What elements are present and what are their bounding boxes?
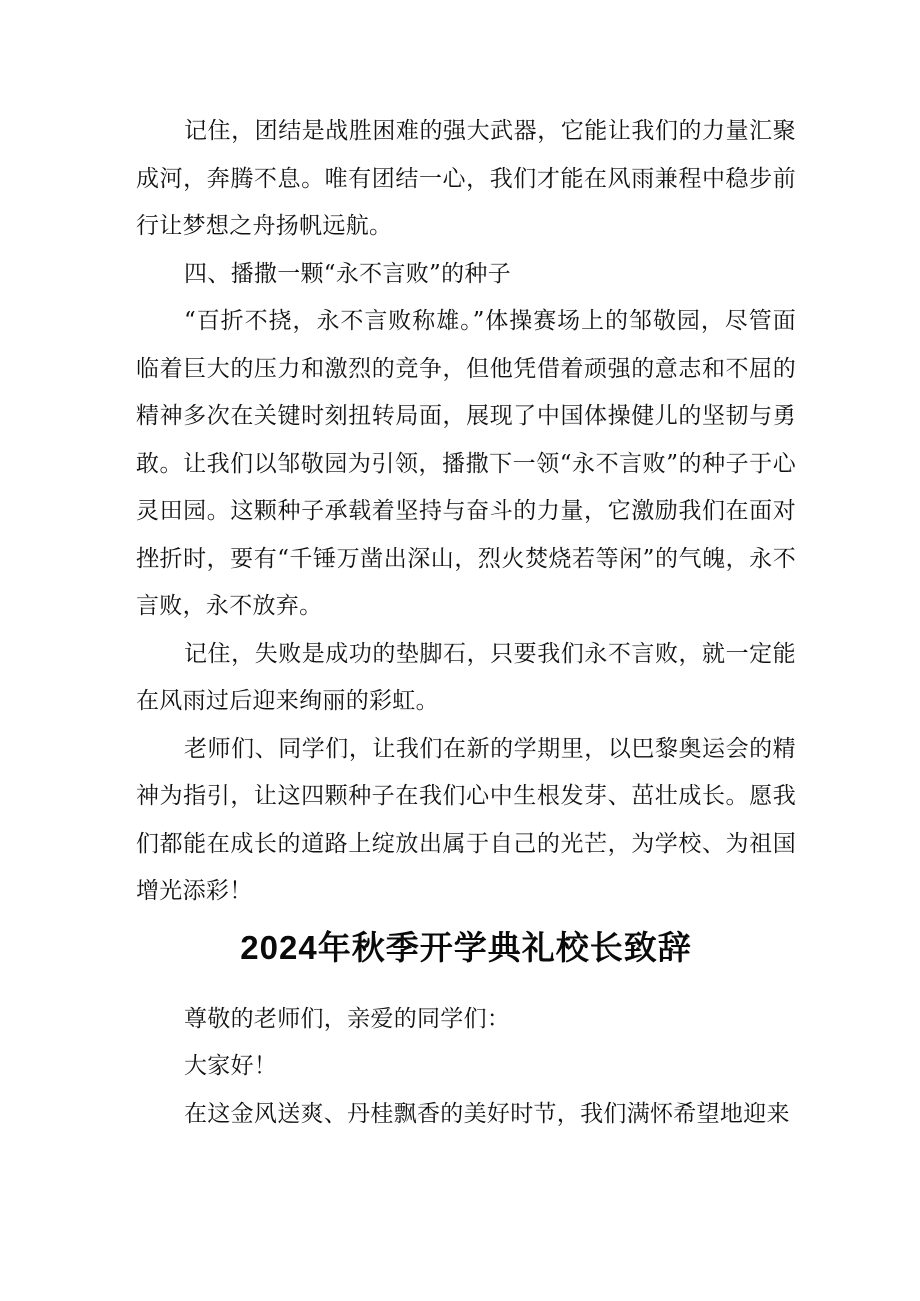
paragraph-opening: 在这金风送爽、丹桂飘香的美好时节，我们满怀希望地迎来 <box>184 1100 790 1127</box>
paragraph-failure-summary: 记住，失败是成功的垫脚石，只要我们永不言败，就一定能在风雨过后迎来绚丽的彩虹。 <box>136 640 796 714</box>
paragraph-never-give-up: “百折不挠，永不言败称雄。”体操赛场上的邹敬园，尽管面临着巨大的压力和激烈的竞争，但他凭借着顽强的意志和不屈的精神多次在关键时刻扭转局面，展现了中国体操健儿的坚韧与勇敢。让我们以邹敬园为引领，播撒下一领“永不言败”的种子于心灵田园。这颗种子承载着坚持与奋斗的力量，它激励我们在面对挫折时，要有“千锤万凿出深山，烈火焚烧若等闲”的气魄，永不言败，永不放弃。 <box>136 308 796 619</box>
paragraph-unity-summary: 记住，团结是战胜困难的强大武器，它能让我们的力量汇聚成河，奔腾不息。唯有团结一心，我们才能在风雨兼程中稳步前行让梦想之舟扬帆远航。 <box>136 118 796 239</box>
paragraph-greeting: 大家好！ <box>184 1053 278 1079</box>
document-body <box>136 108 796 1138</box>
section-heading-never-give-up: 四、播撒一颗“永不言败”的种子 <box>184 260 512 287</box>
speech-title: 2024年秋季开学典礼校长致辞 <box>240 928 692 966</box>
paragraph-closing: 老师们、同学们，让我们在新的学期里，以巴黎奥运会的精神为指引，让这四颗种子在我们心中生根发芽、茁壮成长。愿我们都能在成长的道路上绽放出属于自己的光芒，为学校、为祖国增光添彩！ <box>136 735 796 904</box>
paragraph-salutation: 尊敬的老师们，亲爱的同学们： <box>184 1005 511 1032</box>
